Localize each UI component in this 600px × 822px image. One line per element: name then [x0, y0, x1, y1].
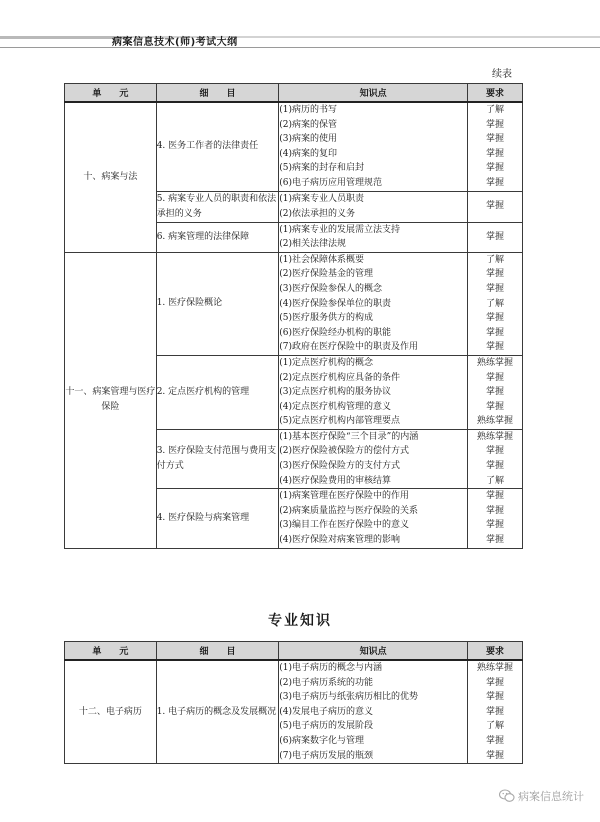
knowledge-point: (4)医疗保险参保单位的职责 [279, 298, 392, 309]
col-header-point: 知识点 [279, 84, 468, 103]
header-accent-bar [0, 36, 128, 39]
knowledge-point: (4)医疗保险费用的审核结算 [279, 475, 392, 486]
requirement-cell [468, 660, 523, 764]
knowledge-point: (2)病案的保管 [279, 119, 338, 130]
knowledge-point: (2)相关法律法规 [279, 239, 347, 250]
requirement-level: 了解 [486, 254, 505, 265]
requirement-level: 掌握 [486, 134, 505, 145]
item-cell: 1. 医疗保险概论 [156, 252, 279, 355]
knowledge-point: (1)定点医疗机构的概念 [279, 357, 374, 368]
knowledge-point: (6)电子病历应用管理规范 [279, 177, 383, 188]
requirement-level: 掌握 [486, 148, 505, 159]
requirement-level: 掌握 [486, 269, 505, 280]
knowledge-point: (4)发展电子病历的意义 [279, 706, 374, 717]
col-header-requirement: 要求 [468, 642, 523, 661]
requirement-level: 了解 [486, 475, 505, 486]
syllabus-table-2 [64, 641, 523, 764]
item-cell: 4. 医务工作者的法律责任 [156, 102, 279, 191]
knowledge-point: (1)社会保障体系概要 [279, 254, 365, 265]
requirement-level: 掌握 [486, 177, 505, 188]
requirement-level: 了解 [486, 298, 505, 309]
requirement-level: 掌握 [486, 535, 505, 546]
requirement-level: 掌握 [486, 119, 505, 130]
requirement-level: 掌握 [486, 231, 505, 242]
knowledge-points-cell [279, 489, 468, 548]
knowledge-point: (3)编目工作在医疗保险中的意义 [279, 520, 410, 531]
requirement-cell [468, 355, 523, 429]
knowledge-points-cell [279, 191, 468, 222]
wechat-icon [499, 789, 515, 803]
requirement-level: 掌握 [486, 313, 505, 324]
knowledge-point: (2)定点医疗机构应具备的条件 [279, 372, 401, 383]
requirement-cell [468, 102, 523, 191]
table-header-row [65, 642, 523, 661]
page-header [0, 0, 600, 52]
requirement-level: 掌握 [486, 446, 505, 457]
item-cell: 1. 电子病历的概念及发展概况 [156, 660, 279, 764]
knowledge-point: (2)电子病历系统的功能 [279, 677, 374, 688]
requirement-level: 掌握 [486, 520, 505, 531]
requirement-level: 熟练掌握 [477, 431, 514, 442]
requirement-level: 熟练掌握 [477, 416, 514, 427]
item-cell: 6. 病案管理的法律保障 [156, 222, 279, 252]
requirement-level: 了解 [486, 721, 505, 732]
requirement-level: 熟练掌握 [477, 357, 514, 368]
item-cell: 2. 定点医疗机构的管理 [156, 355, 279, 429]
knowledge-point: (4)病案的复印 [279, 148, 338, 159]
requirement-level: 掌握 [486, 401, 505, 412]
requirement-level: 掌握 [486, 706, 505, 717]
unit-cell: 十一、病案管理与医疗保险 [65, 252, 157, 548]
requirement-level: 掌握 [486, 283, 505, 294]
requirement-level: 掌握 [486, 491, 505, 502]
knowledge-point: (2)医疗保险基金的管理 [279, 269, 374, 280]
col-header-unit: 单 元 [65, 84, 157, 103]
requirement-level: 掌握 [486, 735, 505, 746]
header-rule [0, 47, 600, 48]
requirement-level: 掌握 [486, 372, 505, 383]
requirement-level: 了解 [486, 105, 505, 115]
knowledge-point: (2)病案质量监控与医疗保险的关系 [279, 505, 419, 516]
continued-label: 续表 [492, 69, 512, 80]
knowledge-point: (1)病案专业人员职责 [279, 193, 365, 204]
knowledge-point: (1)电子病历的概念与内涵 [279, 663, 383, 673]
knowledge-point: (2)医疗保险被保险方的偿付方式 [279, 446, 410, 457]
knowledge-point: (5)医疗服务供方的构成 [279, 313, 374, 324]
knowledge-point: (6)医疗保险经办机构的职能 [279, 327, 392, 338]
header-title: 病案信息技术(师)考试大纲 [112, 37, 238, 48]
requirement-level: 掌握 [486, 692, 505, 703]
syllabus-table-1 [64, 83, 523, 549]
item-cell: 4. 医疗保险与病案管理 [156, 489, 279, 548]
knowledge-point: (1)病案管理在医疗保险中的作用 [279, 491, 410, 502]
knowledge-point: (1)基本医疗保险“三个目录”的内涵 [279, 431, 419, 442]
knowledge-points-cell [279, 355, 468, 429]
item-cell: 5. 病案专业人员的职责和依法承担的义务 [156, 191, 279, 222]
knowledge-point: (1)病历的书写 [279, 105, 338, 115]
requirement-level: 掌握 [486, 387, 505, 398]
watermark [499, 788, 584, 804]
knowledge-point: (3)病案的使用 [279, 134, 338, 145]
item-cell: 3. 医疗保险支付范围与费用支付方式 [156, 429, 279, 488]
watermark-text: 病案信息统计 [518, 790, 584, 803]
knowledge-points-cell [279, 660, 468, 764]
requirement-level: 掌握 [486, 327, 505, 338]
knowledge-point: (7)电子病历发展的瓶颈 [279, 750, 374, 761]
knowledge-point: (3)定点医疗机构的服务协议 [279, 387, 392, 398]
unit-cell: 十、病案与法 [65, 102, 157, 252]
col-header-unit: 单 元 [65, 642, 157, 661]
knowledge-points-cell [279, 252, 468, 355]
requirement-level: 掌握 [486, 677, 505, 688]
table-row [65, 102, 523, 191]
requirement-level: 掌握 [486, 505, 505, 516]
col-header-requirement: 要求 [468, 84, 523, 103]
knowledge-point: (4)医疗保险对病案管理的影响 [279, 535, 401, 546]
requirement-level: 掌握 [486, 461, 505, 472]
requirement-cell [468, 191, 523, 222]
table-row [65, 660, 523, 764]
requirement-level: 掌握 [486, 201, 505, 212]
knowledge-point: (4)定点医疗机构管理的意义 [279, 401, 392, 412]
knowledge-point: (3)医疗保险参保人的概念 [279, 283, 383, 294]
knowledge-point: (3)电子病历与纸张病历相比的优势 [279, 692, 419, 703]
knowledge-point: (1)病案专业的发展需立法支持 [279, 224, 401, 235]
knowledge-point: (6)病案数字化与管理 [279, 735, 365, 746]
knowledge-points-cell [279, 222, 468, 252]
knowledge-points-cell [279, 429, 468, 488]
knowledge-point: (5)定点医疗机构内部管理要点 [279, 416, 401, 427]
requirement-level: 掌握 [486, 163, 505, 174]
knowledge-point: (2)依法承担的义务 [279, 208, 356, 219]
requirement-cell [468, 222, 523, 252]
knowledge-point: (5)电子病历的发展阶段 [279, 721, 374, 732]
section-title: 专业知识 [268, 613, 332, 629]
unit-cell: 十二、电子病历 [65, 660, 157, 764]
col-header-item: 细 目 [156, 642, 279, 661]
requirement-level: 掌握 [486, 750, 505, 761]
requirement-cell [468, 252, 523, 355]
table-row [65, 252, 523, 355]
requirement-level: 掌握 [486, 342, 505, 353]
knowledge-points-cell [279, 102, 468, 191]
knowledge-point: (3)医疗保险保险方的支付方式 [279, 461, 401, 472]
knowledge-point: (5)病案的封存和启封 [279, 163, 365, 174]
table-header-row [65, 84, 523, 103]
requirement-cell [468, 489, 523, 548]
col-header-point: 知识点 [279, 642, 468, 661]
col-header-item: 细 目 [156, 84, 279, 103]
requirement-level: 熟练掌握 [477, 663, 514, 673]
requirement-cell [468, 429, 523, 488]
knowledge-point: (7)政府在医疗保险中的职责及作用 [279, 342, 419, 353]
